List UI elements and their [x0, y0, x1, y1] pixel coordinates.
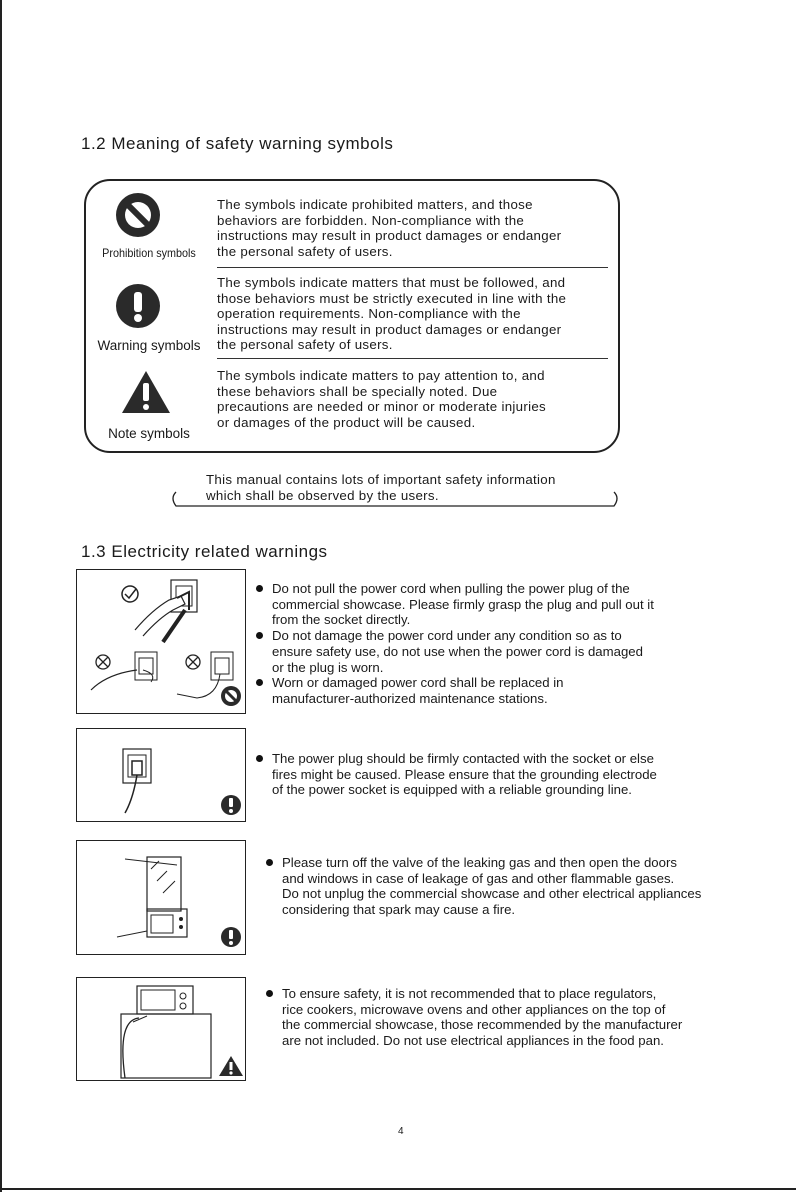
warning-icon — [221, 927, 241, 947]
prohibition-label: Prohibition symbols — [102, 246, 196, 260]
warning-symbol-block — [86, 281, 212, 353]
list-item: To ensure safety, it is not recommended that to place regulators, rice cookers, microwave ovens and other appliances on the top of the commercial showcase, those recommended by the manufacturer are not included. Do not use electrical appliances in the food pan. — [263, 986, 783, 1049]
power-cord-illustration — [76, 569, 246, 714]
note-icon — [219, 1056, 243, 1076]
note-description: The symbols indicate matters to pay attention to, and these behaviors shall be specially noted. Due precautions are needed or minor or moderate injuries or damages of the product will be caused. — [217, 368, 546, 430]
note-label: Note symbols — [108, 426, 190, 441]
prohibition-icon — [86, 191, 212, 241]
page-bottom-border — [0, 1188, 796, 1190]
safety-notice — [170, 472, 620, 510]
list-item: Do not damage the power cord under any condition so as to ensure safety use, do not use when the power cord is damaged or the plug is worn. — [253, 628, 773, 675]
list-item: Do not pull the power cord when pulling the power plug of the commercial showcase. Please firmly grasp the plug and pull out it from the socket directly. — [253, 581, 773, 628]
x-circle-icon — [96, 655, 110, 669]
warning-label: Warning symbols — [97, 338, 201, 353]
x-circle-icon — [186, 655, 200, 669]
warning-icon — [221, 795, 241, 815]
note-icon — [86, 369, 212, 417]
list-item: The power plug should be firmly contacted with the socket or else fires might be caused. Please ensure that the grounding electrode of the power socket is equipped with a reliable grounding line. — [253, 751, 773, 798]
socket-illustration — [76, 728, 246, 822]
prohibition-symbol-block — [86, 191, 212, 260]
bullet-list — [263, 986, 783, 1049]
warning-description: The symbols indicate matters that must be followed, and those behaviors must be strictly executed in line with the operation requirements. Non-compliance with the instructions may result in product damages or endanger the personal safety of users. — [217, 275, 567, 353]
section-1-2-title: 1.2 Meaning of safety warning symbols — [81, 134, 394, 153]
divider — [217, 358, 608, 359]
safety-symbols-panel — [84, 179, 620, 453]
notice-text: This manual contains lots of important safety information which shall be observed by the users. — [206, 472, 556, 503]
list-item: Worn or damaged power cord shall be replaced in manufacturer-authorized maintenance stations. — [253, 675, 773, 706]
page-number: 4 — [398, 1126, 404, 1137]
bullet-list — [253, 581, 773, 707]
bullet-list — [253, 751, 773, 798]
divider — [217, 267, 608, 268]
bullet-list — [263, 855, 783, 918]
section-1-3-title: 1.3 Electricity related warnings — [81, 542, 328, 561]
note-symbol-block — [86, 369, 212, 441]
appliance-on-showcase-illustration — [76, 977, 246, 1081]
warning-icon — [86, 281, 212, 331]
prohibition-icon — [221, 686, 241, 706]
gas-leak-illustration — [76, 840, 246, 955]
list-item: Please turn off the valve of the leaking gas and then open the doors and windows in case of leakage of gas and other flammable gases. Do not unplug the commercial showcase and other electrical appliances considering that spark may cause a fire. — [263, 855, 783, 918]
check-circle-icon — [122, 586, 138, 602]
page-left-border — [0, 0, 2, 1192]
prohibition-description: The symbols indicate prohibited matters, and those behaviors are forbidden. Non-compliance with the instructions may result in product damages or endanger the personal safety of users. — [217, 197, 562, 259]
